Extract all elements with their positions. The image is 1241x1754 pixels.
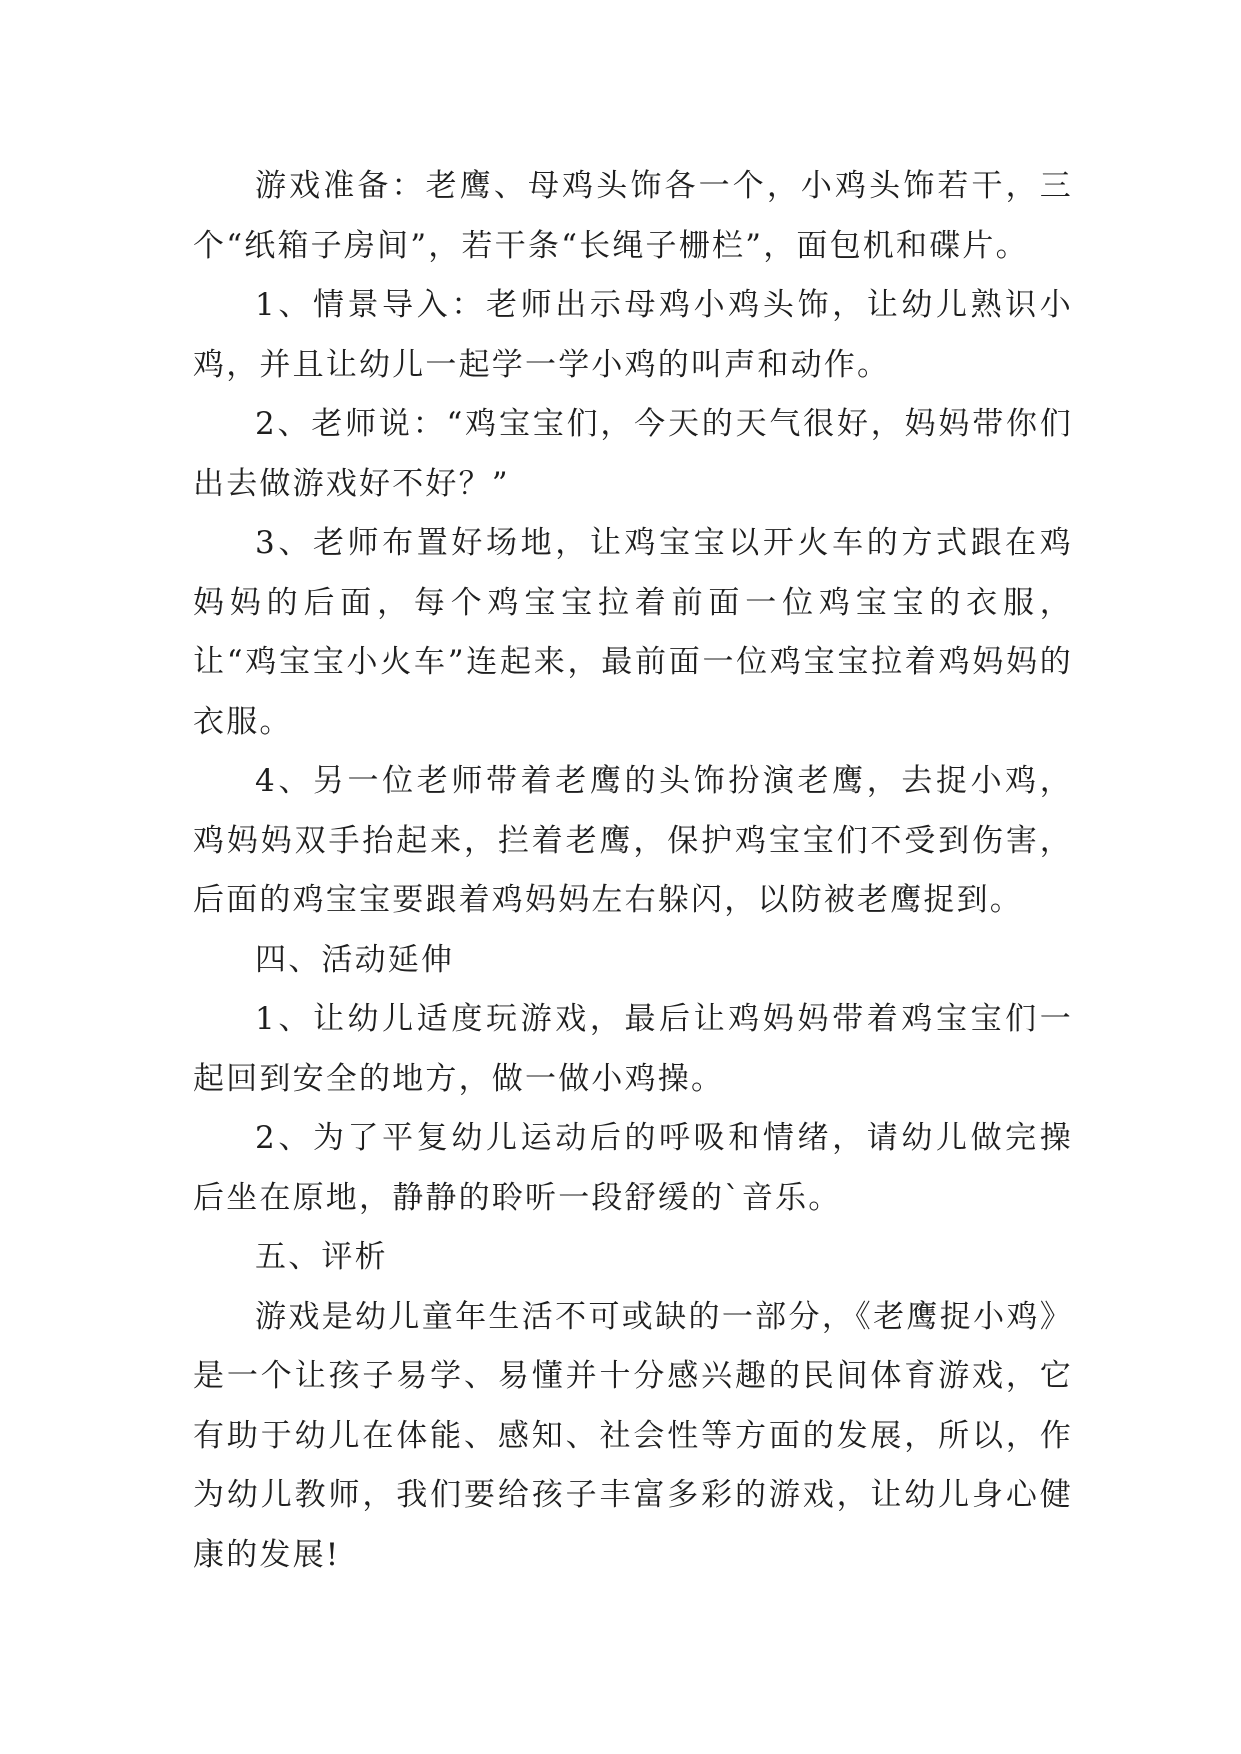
document-body	[193, 157, 1073, 1585]
section-heading-analysis: 五、评析	[255, 1239, 388, 1275]
paragraph-extension-2: 2、为了平复幼儿运动后的呼吸和情绪，请幼儿做完操后坐在原地，静静的聆听一段舒缓的`音乐。	[193, 1120, 1073, 1216]
section-heading-extension: 四、活动延伸	[255, 941, 455, 978]
paragraph-step-1: 1、情景导入：老师出示母鸡小鸡头饰，让幼儿熟识小鸡，并且让幼儿一起学一学小鸡的叫声和动作。	[193, 287, 1073, 383]
paragraph-step-4: 4、另一位老师带着老鹰的头饰扮演老鹰，去捉小鸡，鸡妈妈双手抬起来，拦着老鹰，保护鸡宝宝们不受到伤害，后面的鸡宝宝要跟着鸡妈妈左右躲闪，以防被老鹰捉到。	[193, 763, 1073, 918]
paragraph-game-preparation: 游戏准备：老鹰、母鸡头饰各一个，小鸡头饰若干，三个“纸箱子房间”，若干条“长绳子栅栏”，面包机和碟片。	[193, 168, 1073, 264]
paragraph-step-3: 3、老师布置好场地，让鸡宝宝以开火车的方式跟在鸡妈妈的后面，每个鸡宝宝拉着前面一位鸡宝宝的衣服，让“鸡宝宝小火车”连起来，最前面一位鸡宝宝拉着鸡妈妈的衣服。	[193, 525, 1073, 740]
paragraph-extension-1: 1、让幼儿适度玩游戏，最后让鸡妈妈带着鸡宝宝们一起回到安全的地方，做一做小鸡操。	[193, 1001, 1073, 1097]
paragraph-analysis: 游戏是幼儿童年生活不可或缺的一部分，《老鹰捉小鸡》是一个让孩子易学、易懂并十分感兴趣的民间体育游戏，它有助于幼儿在体能、感知、社会性等方面的发展，所以，作为幼儿教师，我们要给孩子丰富多彩的游戏，让幼儿身心健康的发展!	[193, 1298, 1073, 1573]
paragraph-step-2: 2、老师说：“鸡宝宝们，今天的天气很好，妈妈带你们出去做游戏好不好？”	[193, 406, 1073, 502]
